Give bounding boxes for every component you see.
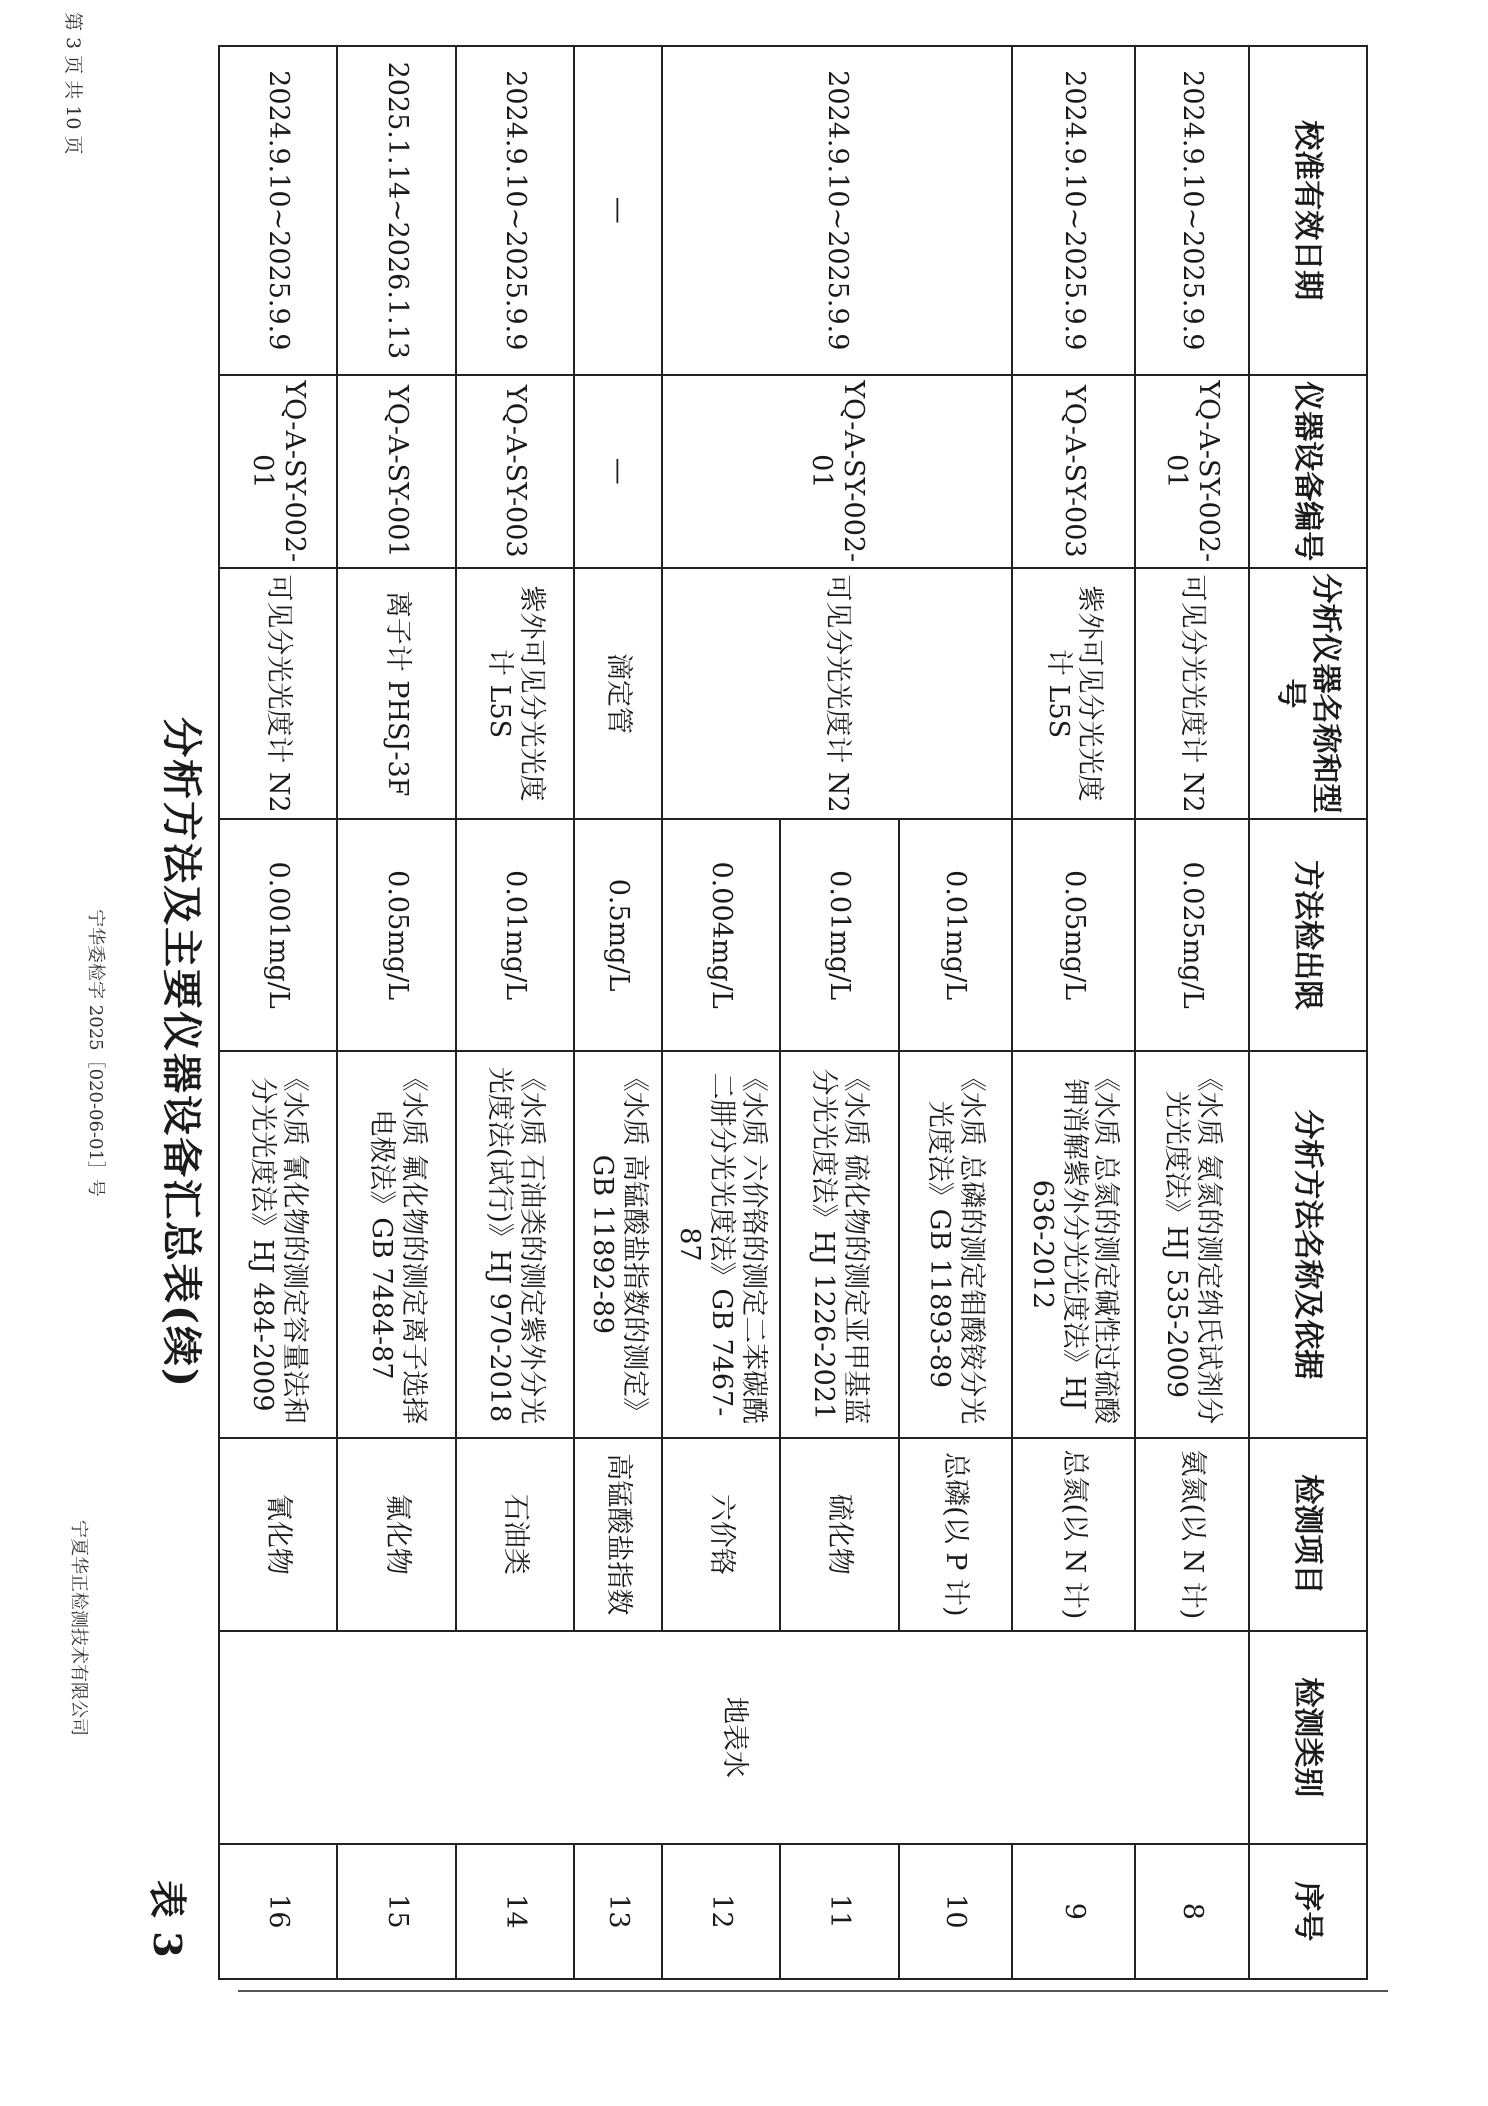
header-item: 检测项目 <box>1249 1438 1367 1631</box>
header-valid: 校准有效日期 <box>1249 46 1367 375</box>
cell-seq: 9 <box>1012 1844 1136 1979</box>
header-limit: 方法检出限 <box>1249 819 1367 1051</box>
cell-valid: 2024.9.10~2025.9.9 <box>456 46 574 375</box>
cell-seq: 8 <box>1135 1844 1248 1979</box>
cell-item: 石油类 <box>456 1438 574 1631</box>
cell-valid: — <box>574 46 662 375</box>
cell-item: 六价铬 <box>662 1438 780 1631</box>
cell-method: 《水质 硫化物的测定亚甲基蓝分光光度法》HJ 1226-2021 <box>780 1051 898 1438</box>
cell-item: 高锰酸盐指数 <box>574 1438 662 1631</box>
header-instrument: 分析仪器名称和型号 <box>1249 568 1367 819</box>
cell-instrument: 紫外可见分光光度计 L5S <box>1012 568 1136 819</box>
cell-limit: 0.01mg/L <box>899 819 1012 1051</box>
cell-instrument: 紫外可见分光光度计 L5S <box>456 568 574 819</box>
cell-equip-no: YQ-A-SY-001 <box>337 375 455 568</box>
header-seq: 序号 <box>1249 1844 1367 1979</box>
cell-equip-no: YQ-A-SY-002-01 <box>219 375 337 568</box>
cell-equip-no: YQ-A-SY-002-01 <box>662 375 1012 568</box>
cell-valid: 2025.1.14~2026.1.13 <box>337 46 455 375</box>
cell-instrument: 可见分光光度计 N2 <box>662 568 1012 819</box>
header-method: 分析方法名称及依据 <box>1249 1051 1367 1438</box>
cell-equip-no: — <box>574 375 662 568</box>
cell-equip-no: YQ-A-SY-003 <box>456 375 574 568</box>
cell-limit: 0.05mg/L <box>1012 819 1136 1051</box>
cell-instrument: 滴定管 <box>574 568 662 819</box>
cell-limit: 0.01mg/L <box>456 819 574 1051</box>
table-row <box>1135 46 1248 1979</box>
cell-method: 《水质 氰化物的测定容量法和分光光度法》HJ 484-2009 <box>219 1051 337 1438</box>
cell-item: 氨氮(以 N 计) <box>1135 1438 1248 1631</box>
cell-method: 《水质 总磷的测定钼酸铵分光光度法》GB 11893-89 <box>899 1051 1012 1438</box>
cell-method: 《水质 高锰酸盐指数的测定》GB 11892-89 <box>574 1051 662 1438</box>
header-category: 检测类别 <box>1249 1631 1367 1844</box>
header-row <box>1249 46 1367 1979</box>
cell-method: 《水质 石油类的测定紫外分光光度法(试行)》HJ 970-2018 <box>456 1051 574 1438</box>
cell-valid: 2024.9.10~2025.9.9 <box>1135 46 1248 375</box>
header-equip-no: 仪器设备编号 <box>1249 375 1367 568</box>
cell-instrument: 可见分光光度计 N2 <box>1135 568 1248 819</box>
cell-category: 地表水 <box>219 1631 1249 1844</box>
cell-item: 氟化物 <box>337 1438 455 1631</box>
cell-limit: 0.001mg/L <box>219 819 337 1051</box>
equipment-summary-table <box>218 45 1368 1980</box>
cell-equip-no: YQ-A-SY-002-01 <box>1135 375 1248 568</box>
cell-item: 总磷(以 P 计) <box>899 1438 1012 1631</box>
cell-item: 总氮(以 N 计) <box>1012 1438 1136 1631</box>
cell-seq: 15 <box>337 1844 455 1979</box>
cell-instrument: 离子计 PHSJ-3F <box>337 568 455 819</box>
document-number: 宁华委检字 2025［020-06-01］号 <box>85 909 106 1197</box>
cell-instrument: 可见分光光度计 N2 <box>219 568 337 819</box>
footer-company: 宁夏华正检测技术有限公司 <box>68 1520 89 1736</box>
footer-page-number: 第 3 页 共 10 页 <box>62 12 84 155</box>
cell-limit: 0.05mg/L <box>337 819 455 1051</box>
cell-method: 《水质 氟化物的测定离子选择电极法》GB 7484-87 <box>337 1051 455 1438</box>
cell-method: 《水质 总氮的测定碱性过硫酸钾消解紫外分光光度法》HJ 636-2012 <box>1012 1051 1136 1438</box>
cell-valid: 2024.9.10~2025.9.9 <box>662 46 1012 375</box>
cell-valid: 2024.9.10~2025.9.9 <box>219 46 337 375</box>
cell-seq: 10 <box>899 1844 1012 1979</box>
cell-seq: 11 <box>780 1844 898 1979</box>
cell-item: 氰化物 <box>219 1438 337 1631</box>
cell-limit: 0.025mg/L <box>1135 819 1248 1051</box>
page-title: 分析方法及主要仪器设备汇总表(续) <box>158 717 205 1389</box>
cell-method: 《水质 六价铬的测定二苯碳酰二肼分光光度法》GB 7467-87 <box>662 1051 780 1438</box>
cell-seq: 16 <box>219 1844 337 1979</box>
margin-rule <box>238 1990 1388 1992</box>
cell-method: 《水质 氨氮的测定纳氏试剂分光光度法》HJ 535-2009 <box>1135 1051 1248 1438</box>
cell-seq: 14 <box>456 1844 574 1979</box>
cell-seq: 13 <box>574 1844 662 1979</box>
cell-limit: 0.5mg/L <box>574 819 662 1051</box>
cell-limit: 0.01mg/L <box>780 819 898 1051</box>
cell-valid: 2024.9.10~2025.9.9 <box>1012 46 1136 375</box>
table-label: 表 3 <box>145 1880 190 1958</box>
cell-limit: 0.004mg/L <box>662 819 780 1051</box>
cell-seq: 12 <box>662 1844 780 1979</box>
cell-item: 硫化物 <box>780 1438 898 1631</box>
cell-equip-no: YQ-A-SY-003 <box>1012 375 1136 568</box>
